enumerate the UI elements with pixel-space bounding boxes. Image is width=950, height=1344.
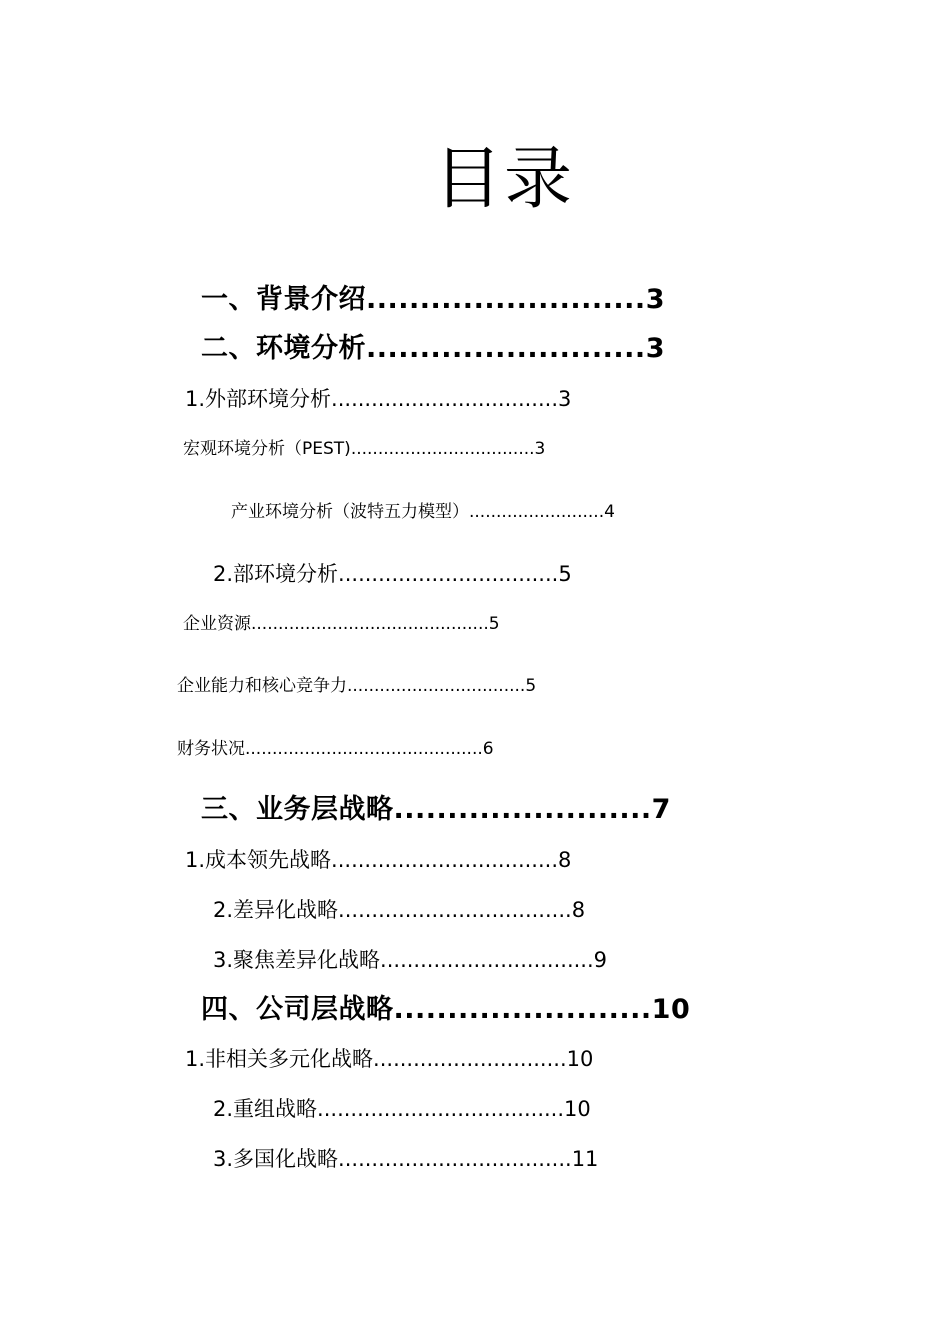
toc-page-number: 10 bbox=[566, 1047, 594, 1071]
toc-entry-porter-five-forces[interactable] bbox=[231, 500, 615, 524]
toc-page-number: 7 bbox=[651, 794, 671, 825]
toc-leader-dots: .......................... bbox=[366, 333, 646, 364]
toc-page-number: 8 bbox=[558, 848, 572, 872]
toc-entry-environment-analysis[interactable] bbox=[201, 331, 665, 367]
toc-leader-dots: ............................................ bbox=[245, 739, 483, 759]
toc-page-number: 3 bbox=[645, 284, 665, 315]
toc-page-number: 3 bbox=[534, 439, 546, 459]
toc-page-number: 10 bbox=[564, 1097, 591, 1121]
toc-entry-label: 3.聚焦差异化战略 bbox=[213, 948, 381, 972]
toc-entry-pest[interactable] bbox=[183, 437, 545, 461]
toc-leader-dots: ............................. bbox=[373, 1047, 567, 1071]
toc-page-number: 5 bbox=[558, 562, 572, 586]
toc-leader-dots: ................................. bbox=[338, 562, 559, 586]
toc-entry-corporate-strategy[interactable] bbox=[201, 992, 690, 1028]
toc-leader-dots: ................................... bbox=[338, 898, 572, 922]
toc-entry-focused-differentiation[interactable] bbox=[213, 945, 607, 975]
toc-entry-internal-environment[interactable] bbox=[213, 559, 572, 589]
toc-leader-dots: .......................... bbox=[366, 284, 646, 315]
toc-entry-label: 1.成本领先战略 bbox=[185, 848, 332, 872]
toc-entry-core-competence[interactable] bbox=[177, 674, 536, 698]
toc-leader-dots: ........................ bbox=[393, 994, 652, 1025]
toc-entry-label: 2.差异化战略 bbox=[213, 898, 339, 922]
toc-entry-label: 二、环境分析 bbox=[201, 333, 366, 364]
toc-page-number: 5 bbox=[525, 676, 537, 696]
toc-entry-financial-status[interactable] bbox=[177, 737, 494, 761]
toc-page-number: 11 bbox=[571, 1147, 599, 1171]
toc-entry-label: 企业能力和核心竞争力 bbox=[177, 676, 347, 696]
toc-page-number: 3 bbox=[645, 333, 665, 364]
page-title: 目录 bbox=[433, 140, 574, 219]
toc-entry-label: 产业环境分析（波特五力模型） bbox=[231, 502, 469, 522]
toc-entry-external-environment[interactable] bbox=[185, 384, 571, 414]
toc-entry-multidomestic[interactable] bbox=[213, 1144, 598, 1174]
toc-entry-label: 1.外部环境分析 bbox=[185, 387, 332, 411]
toc-leader-dots: ......................... bbox=[469, 502, 605, 522]
toc-page-number: 10 bbox=[651, 994, 691, 1025]
toc-entry-enterprise-resources[interactable] bbox=[183, 612, 500, 636]
toc-entry-label: 企业资源 bbox=[183, 614, 251, 634]
toc-entry-differentiation[interactable] bbox=[213, 895, 585, 925]
toc-page-number: 9 bbox=[593, 948, 608, 972]
toc-leader-dots: ................................ bbox=[380, 948, 594, 972]
toc-entry-label: 财务状况 bbox=[177, 739, 245, 759]
toc-entry-label: 一、背景介绍 bbox=[201, 284, 366, 315]
toc-entry-label: 四、公司层战略 bbox=[201, 994, 394, 1025]
toc-leader-dots: ........................ bbox=[393, 794, 652, 825]
toc-page-number: 6 bbox=[482, 739, 494, 759]
toc-entry-label: 2.部环境分析 bbox=[213, 562, 339, 586]
toc-page-number: 4 bbox=[604, 502, 615, 522]
toc-page-number: 3 bbox=[558, 387, 572, 411]
toc-entry-restructuring[interactable] bbox=[213, 1094, 591, 1124]
toc-entry-business-strategy[interactable] bbox=[201, 792, 671, 828]
toc-entry-cost-leadership[interactable] bbox=[185, 845, 571, 875]
toc-leader-dots: .................................. bbox=[331, 848, 559, 872]
toc-entry-label: 3.多国化战略 bbox=[213, 1147, 339, 1171]
toc-entry-label: 1.非相关多元化战略 bbox=[185, 1047, 374, 1071]
toc-page-number: 5 bbox=[488, 614, 500, 634]
toc-entry-label: 宏观环境分析（PEST) bbox=[183, 439, 351, 459]
toc-entry-unrelated-diversification[interactable] bbox=[185, 1044, 593, 1074]
toc-leader-dots: ............................................ bbox=[251, 614, 489, 634]
toc-leader-dots: .................................. bbox=[350, 439, 535, 459]
toc-leader-dots: ................................. bbox=[347, 676, 526, 696]
toc-leader-dots: .................................. bbox=[331, 387, 559, 411]
toc-entry-background[interactable] bbox=[201, 282, 665, 318]
toc-entry-label: 三、业务层战略 bbox=[201, 794, 394, 825]
toc-page-number: 8 bbox=[571, 898, 586, 922]
toc-leader-dots: ..................................... bbox=[317, 1097, 565, 1121]
toc-entry-label: 2.重组战略 bbox=[213, 1097, 318, 1121]
toc-leader-dots: ................................... bbox=[338, 1147, 572, 1171]
